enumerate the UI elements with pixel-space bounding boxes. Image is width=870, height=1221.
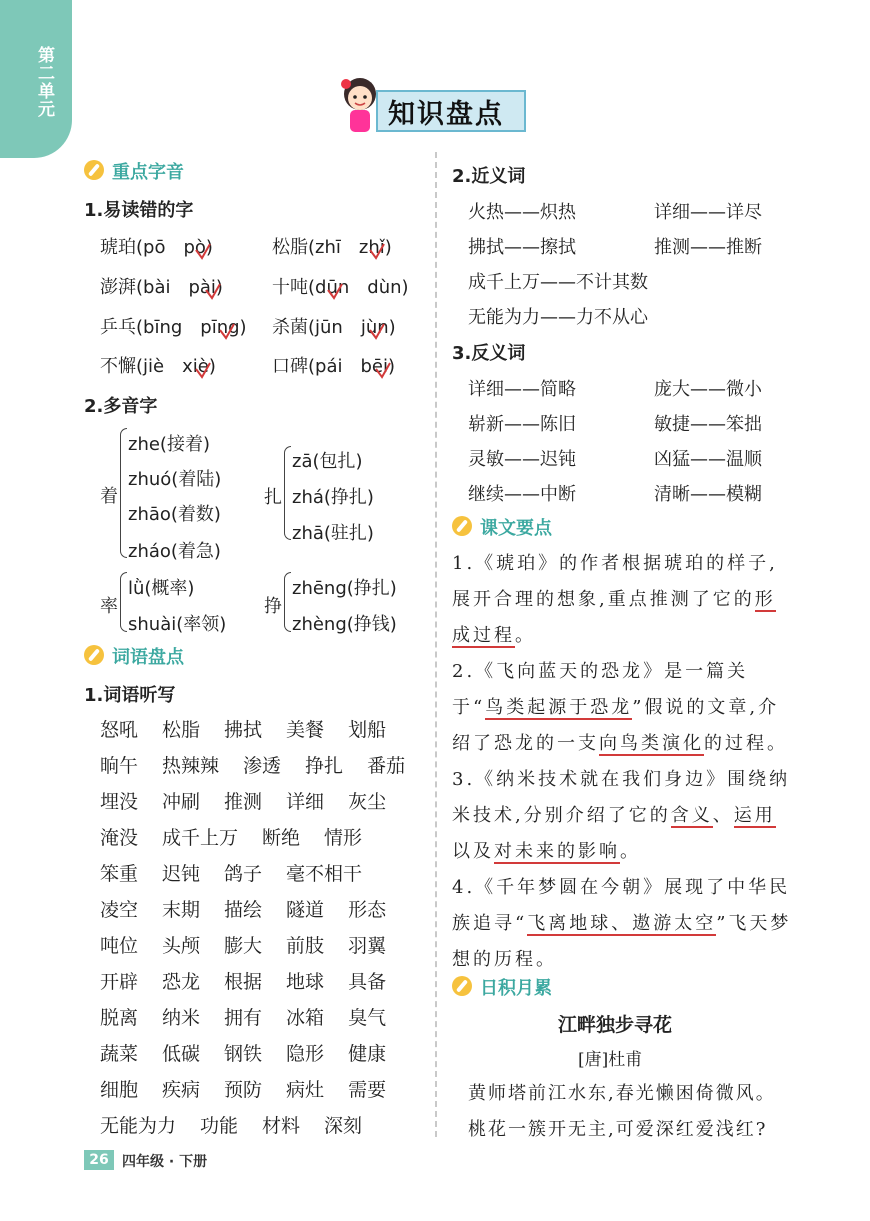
- word-item: 冲刷: [162, 791, 201, 813]
- pron-row: 澎湃(bài pài): [100, 277, 223, 298]
- synonym-pair: 火热——炽热: [468, 202, 576, 223]
- word-item: 冰箱: [286, 1007, 325, 1029]
- word-item: 描绘: [224, 899, 263, 921]
- word-item: 晌午: [100, 755, 139, 777]
- antonym-pair: 灵敏——迟钝: [468, 449, 576, 470]
- word-row: [100, 748, 429, 784]
- poly-reading: zhēng(挣扎): [292, 578, 397, 599]
- word-item: 渗透: [243, 755, 282, 777]
- word-row: [100, 1108, 429, 1144]
- word-item: 病灶: [286, 1079, 325, 1101]
- word-item: 怒吼: [100, 719, 139, 741]
- pencil-icon: [84, 645, 104, 665]
- word-item: 疾病: [162, 1079, 201, 1101]
- word-item: 断绝: [262, 827, 301, 849]
- word-item: 隐形: [286, 1043, 325, 1065]
- text-point: 4.《千年梦圆在今朝》展现了中华民族追寻“飞离地球、遨游太空”飞天梦想的历程。: [452, 877, 792, 970]
- grade-label: 四年级 · 下册: [122, 1154, 208, 1170]
- vocab-sub1: 1.词语听写: [84, 685, 176, 706]
- word-item: 需要: [348, 1079, 387, 1101]
- poly-reading: shuài(率领): [128, 614, 227, 635]
- synonym-pair: 详细——详尽: [654, 202, 762, 223]
- text-point: 1.《琥珀》的作者根据琥珀的样子,展开合理的想象,重点推测了它的形成过程。: [452, 553, 778, 646]
- pron-row: 松脂(zhī zhǐ): [272, 237, 392, 258]
- word-item: 情形: [324, 827, 363, 849]
- word-item: 拥有: [224, 1007, 263, 1029]
- word-item: 毫不相干: [286, 863, 363, 885]
- word-item: 末期: [162, 899, 201, 921]
- unit-tab-label: 第二单元: [34, 46, 54, 118]
- word-item: 鸽子: [224, 863, 263, 885]
- word-item: 埋没: [100, 791, 139, 813]
- pron-row: 琥珀(pō pò): [100, 237, 213, 258]
- text-point: 3.《纳米技术就在我们身边》围绕纳米技术,分别介绍了它的含义、运用以及对未来的影响。: [452, 769, 791, 862]
- word-item: 成千上万: [162, 827, 239, 849]
- dictation-words: [100, 712, 429, 1144]
- poly-reading: zā(包扎): [292, 451, 363, 472]
- pencil-icon: [452, 516, 472, 536]
- antonym-pair: 详细——简略: [468, 379, 576, 400]
- word-item: 健康: [348, 1043, 387, 1065]
- word-row: [100, 1000, 429, 1036]
- antonym-heading: 3.反义词: [452, 343, 526, 364]
- synonym-pair: 无能为力——力不从心: [468, 307, 648, 328]
- poly-char: 着: [100, 486, 118, 507]
- word-item: 材料: [262, 1115, 301, 1137]
- brace: [120, 572, 127, 632]
- word-item: 番茄: [367, 755, 406, 777]
- word-item: 迟钝: [162, 863, 201, 885]
- word-item: 挣扎: [305, 755, 344, 777]
- word-item: 蔬菜: [100, 1043, 139, 1065]
- poly-char: 率: [100, 596, 118, 617]
- word-item: 隧道: [286, 899, 325, 921]
- poly-reading: zhā(驻扎): [292, 523, 374, 544]
- brace: [284, 572, 291, 632]
- poly-reading: lǜ(概率): [128, 578, 195, 599]
- word-item: 羽翼: [348, 935, 387, 957]
- poly-reading: zhuó(着陆): [128, 469, 222, 490]
- word-item: 详细: [286, 791, 325, 813]
- pron-row: 不懈(jiè xiè): [100, 356, 216, 377]
- synonym-pair: 拂拭——擦拭: [468, 237, 576, 258]
- word-row: [100, 892, 429, 928]
- word-item: 膨大: [224, 935, 263, 957]
- word-item: 灰尘: [348, 791, 387, 813]
- poem-author: [唐]杜甫: [578, 1050, 643, 1070]
- poly-reading: zhá(挣扎): [292, 487, 374, 508]
- word-item: 具备: [348, 971, 387, 993]
- word-item: 拂拭: [224, 719, 263, 741]
- word-row: [100, 1036, 429, 1072]
- page-number: 26: [84, 1150, 114, 1170]
- brace: [284, 446, 291, 540]
- synonym-pair: 成千上万——不计其数: [468, 272, 648, 293]
- word-item: 热辣辣: [162, 755, 220, 777]
- word-item: 前肢: [286, 935, 325, 957]
- synonym-pair: 推测——推断: [654, 237, 762, 258]
- poly-reading: zháo(着急): [128, 541, 221, 562]
- poly-reading: zhāo(着数): [128, 504, 221, 525]
- word-row: [100, 784, 429, 820]
- antonym-pair: 庞大——微小: [654, 379, 762, 400]
- word-item: 脱离: [100, 1007, 139, 1029]
- word-item: 凌空: [100, 899, 139, 921]
- pron-row: 十吨(dūn dùn): [272, 277, 409, 298]
- word-row: [100, 820, 429, 856]
- word-row: [100, 964, 429, 1000]
- word-row: [100, 1072, 429, 1108]
- pron-sub2: 2.多音字: [84, 396, 158, 417]
- pron-row: 乒乓(bīng pīng): [100, 317, 247, 338]
- word-item: 划船: [348, 719, 387, 741]
- pencil-icon: [452, 976, 472, 996]
- word-item: 恐龙: [162, 971, 201, 993]
- word-item: 纳米: [162, 1007, 201, 1029]
- poly-char: 扎: [264, 487, 282, 508]
- word-item: 松脂: [162, 719, 201, 741]
- word-item: 推测: [224, 791, 263, 813]
- antonym-pair: 继续——中断: [468, 484, 576, 505]
- antonym-pair: 敏捷——笨拙: [654, 414, 762, 435]
- word-item: 地球: [286, 971, 325, 993]
- word-item: 臭气: [348, 1007, 387, 1029]
- word-item: 美餐: [286, 719, 325, 741]
- word-item: 功能: [200, 1115, 239, 1137]
- poly-reading: zhe(接着): [128, 434, 210, 455]
- antonym-pair: 凶猛——温顺: [654, 449, 762, 470]
- brace: [120, 428, 127, 558]
- poem-line: 黄师塔前江水东,春光懒困倚微风。: [468, 1083, 776, 1104]
- poly-char: 挣: [264, 596, 282, 617]
- synonym-heading: 2.近义词: [452, 166, 526, 187]
- word-item: 根据: [224, 971, 263, 993]
- word-row: [100, 928, 429, 964]
- antonym-pair: 崭新——陈旧: [468, 414, 576, 435]
- pron-sub1: 1.易读错的字: [84, 200, 194, 221]
- antonym-pair: 清晰——模糊: [654, 484, 762, 505]
- word-row: [100, 712, 429, 748]
- word-item: 钢铁: [224, 1043, 263, 1065]
- pron-row: 杀菌(jūn jùn): [272, 317, 396, 338]
- word-item: 笨重: [100, 863, 139, 885]
- word-item: 细胞: [100, 1079, 139, 1101]
- word-item: 预防: [224, 1079, 263, 1101]
- poly-reading: zhèng(挣钱): [292, 614, 397, 635]
- word-item: 低碳: [162, 1043, 201, 1065]
- poem-title: 江畔独步寻花: [558, 1014, 673, 1036]
- word-item: 开辟: [100, 971, 139, 993]
- page-title: 知识盘点: [388, 99, 504, 130]
- pron-row: 口碑(pái bēi): [272, 356, 396, 377]
- word-item: 深刻: [324, 1115, 363, 1137]
- word-item: 无能为力: [100, 1115, 177, 1137]
- word-item: 吨位: [100, 935, 139, 957]
- word-item: 头颅: [162, 935, 201, 957]
- text-point: 2.《飞向蓝天的恐龙》是一篇关于“鸟类起源于恐龙”假说的文章,介绍了恐龙的一支向鸟类演化的过程。: [452, 661, 788, 754]
- word-item: 淹没: [100, 827, 139, 849]
- word-row: [100, 856, 429, 892]
- poem-line: 桃花一簇开无主,可爱深红爱浅红?: [468, 1119, 768, 1140]
- word-item: 形态: [348, 899, 387, 921]
